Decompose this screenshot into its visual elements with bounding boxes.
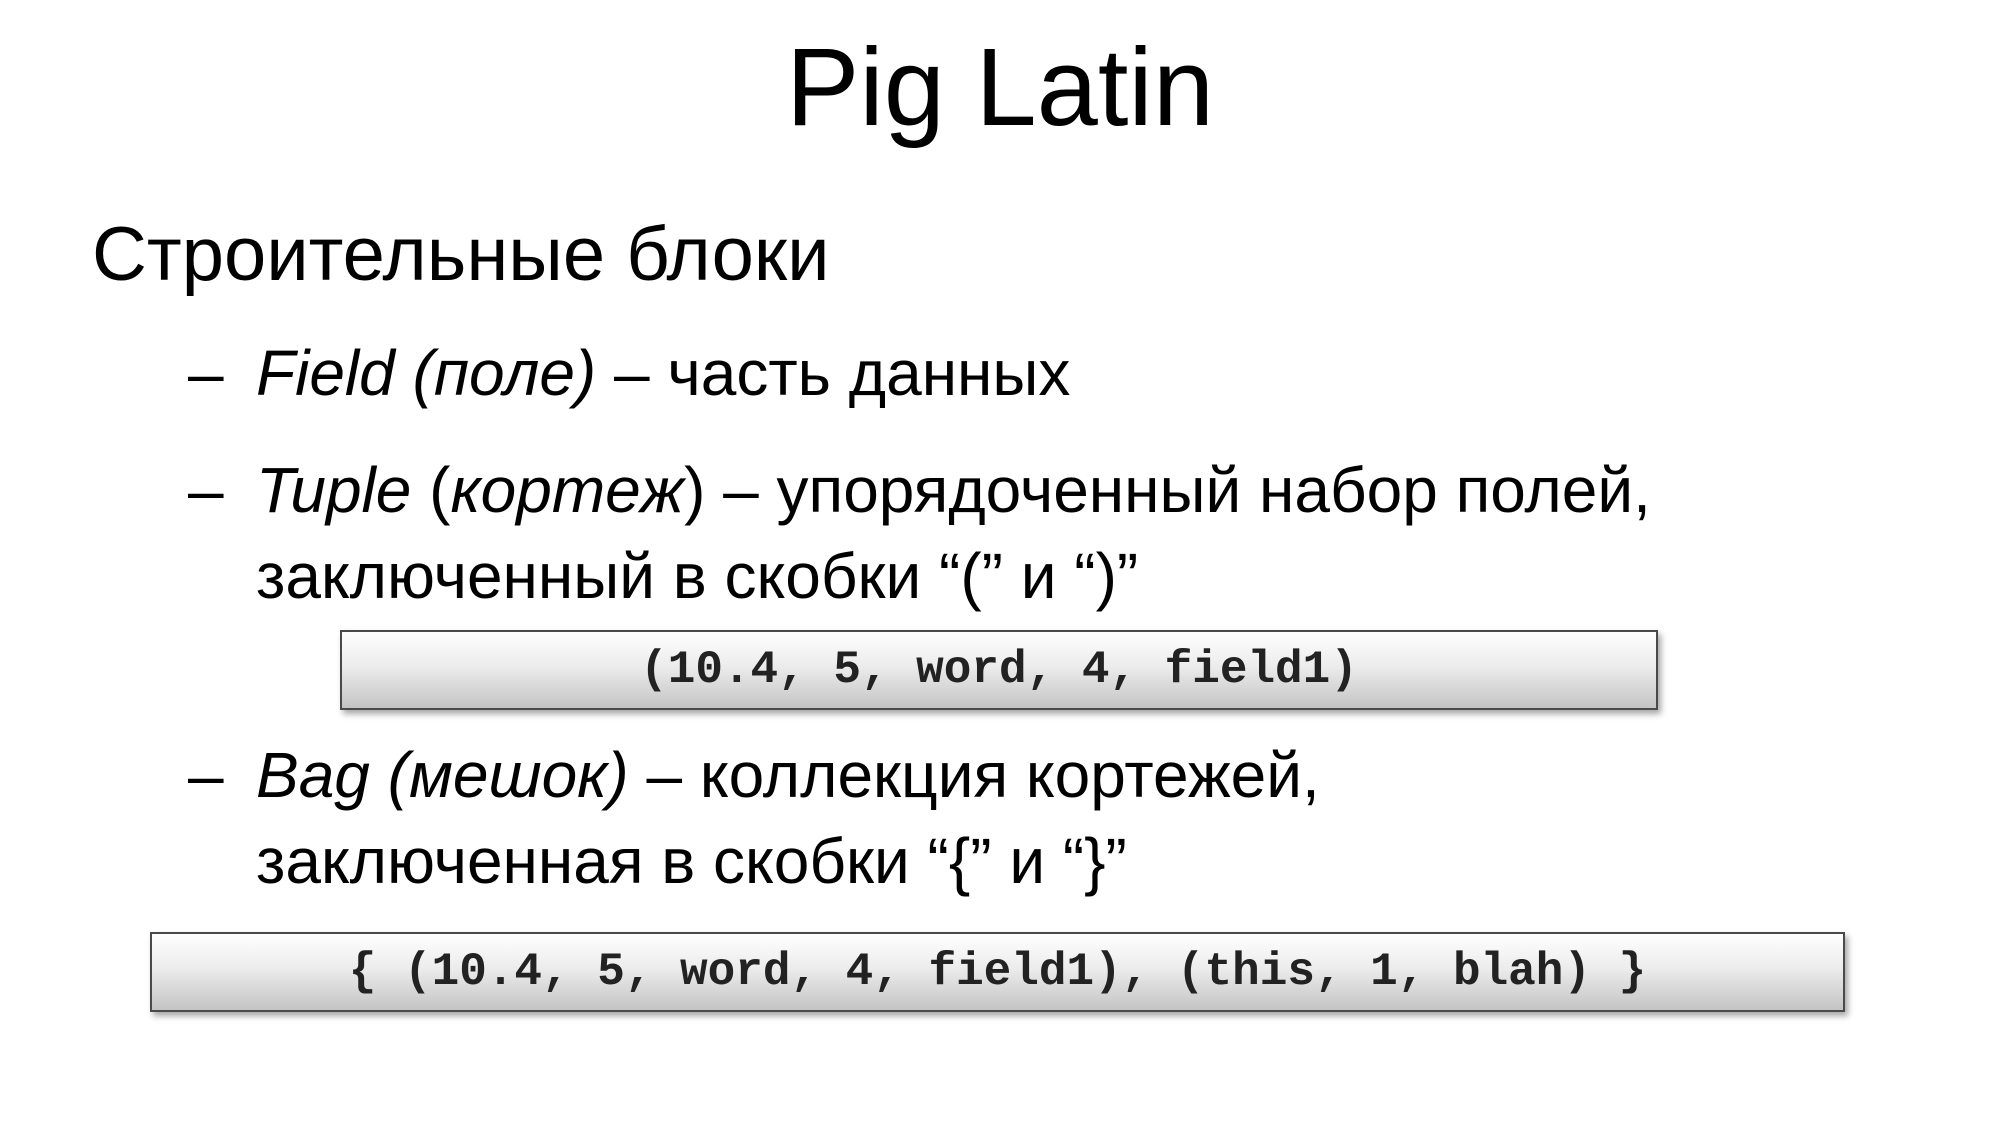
bullet-dash: – xyxy=(188,739,224,811)
bullet-continuation: заключенная в скобки “{” и “}” xyxy=(256,825,1127,897)
bullet-bag xyxy=(188,732,1320,904)
tuple-example-box: (10.4, 5, word, 4, field1) xyxy=(340,630,1658,710)
bullet-term: Bag (мешок) xyxy=(256,739,629,811)
bullet-text: ) – упорядоченный набор полей, xyxy=(684,454,1651,526)
bullet-term: Field (поле) xyxy=(256,337,597,409)
bullet-dash: – xyxy=(188,337,224,409)
section-heading: Строительные блоки xyxy=(92,212,830,297)
bullet-term-ru: кортеж xyxy=(450,454,685,526)
bullet-text: – часть данных xyxy=(596,337,1071,409)
bullet-paren: ( xyxy=(411,454,451,526)
bullet-continuation: заключенный в скобки “(” и “)” xyxy=(256,540,1139,612)
bullet-field xyxy=(188,330,1070,416)
slide-title: Pig Latin xyxy=(785,26,1215,149)
bullet-text: – коллекция кортежей, xyxy=(628,739,1320,811)
bullet-term: Tuple xyxy=(256,454,412,526)
bag-example-box: { (10.4, 5, word, 4, field1), (this, 1, blah) } xyxy=(150,932,1845,1012)
bullet-dash: – xyxy=(188,454,224,526)
bullet-tuple xyxy=(188,447,1651,619)
